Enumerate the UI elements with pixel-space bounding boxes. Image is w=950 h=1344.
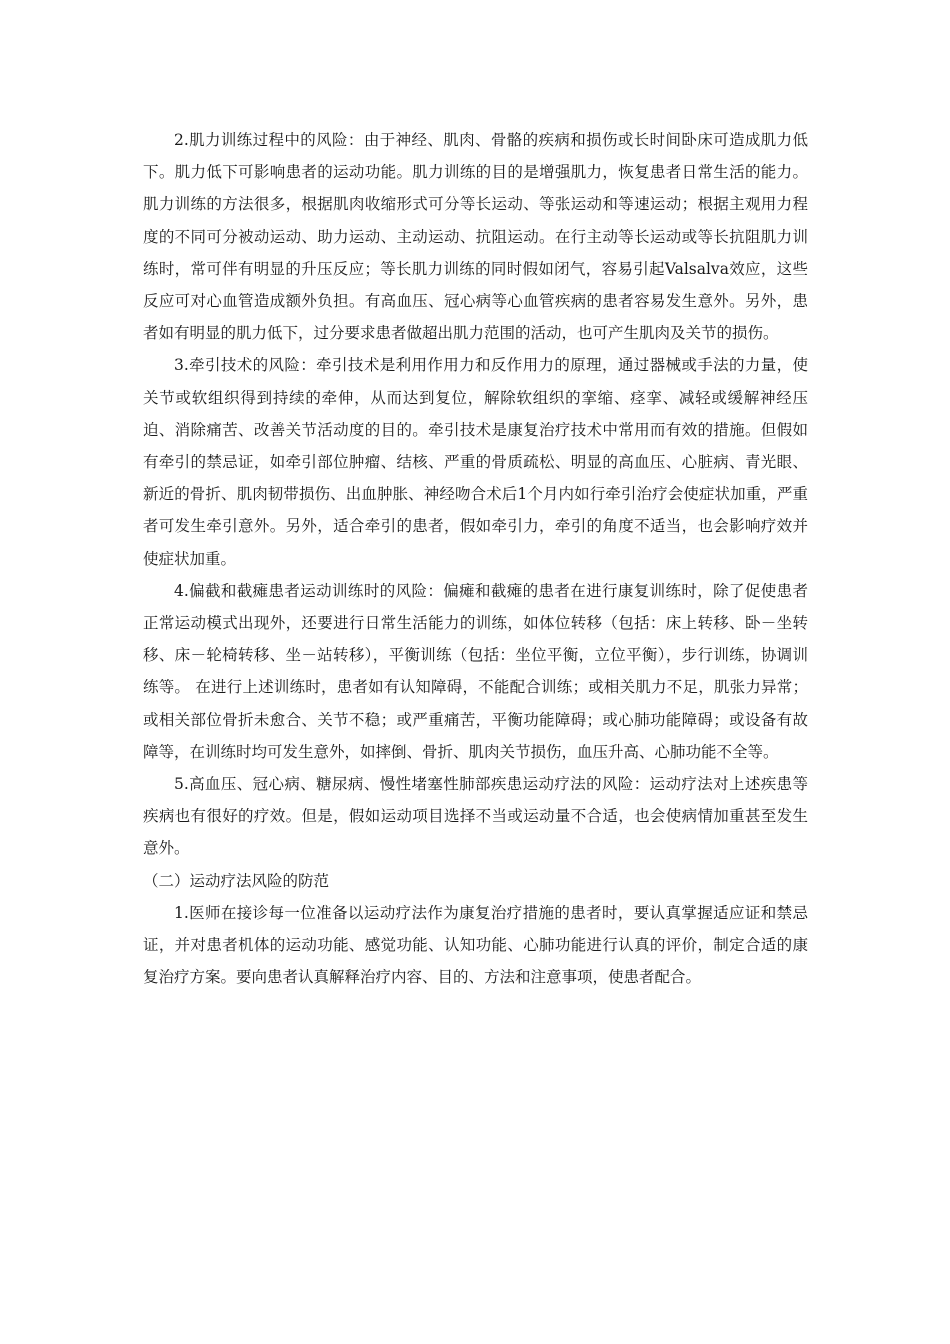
paragraph-physician-assessment: 1.医师在接诊每一位准备以运动疗法作为康复治疗措施的患者时，要认真掌握适应证和禁忌证，并对患者机体的运动功能、感觉功能、认知功能、心肺功能进行认真的评价，制定合适的康复治疗方案。要向患者认真解释治疗内容、目的、方法和注意事项，使患者配合。 [143, 903, 808, 987]
document-body [143, 124, 808, 993]
section-heading-risk-prevention: （二）运动疗法风险的防范 [143, 871, 330, 890]
paragraph-strength-training-risk: 2.肌力训练过程中的风险：由于神经、肌肉、骨骼的疾病和损伤或长时间卧床可造成肌力低下。肌力低下可影响患者的运动功能。肌力训练的目的是增强肌力，恢复患者日常生活的能力。肌力训练的方法很多，根据肌肉收缩形式可分等长运动、等张运动和等速运动；根据主观用力程度的不同可分被动运动、助力运动、主动运动、抗阻运动。在行主动等长运动或等长抗阻肌力训练时，常可伴有明显的升压反应；等长肌力训练的同时假如闭气，容易引起Valsalva效应，这些反应可对心血管造成额外负担。有高血压、冠心病等心血管疾病的患者容易发生意外。另外，患者如有明显的肌力低下，过分要求患者做超出肌力范围的活动，也可产生肌肉及关节的损伤。 [143, 131, 808, 343]
paragraph-chronic-disease-risk: 5.高血压、冠心病、糖尿病、慢性堵塞性肺部疾患运动疗法的风险：运动疗法对上述疾患等疾病也有很好的疗效。但是，假如运动项目选择不当或运动量不合适，也会使病情加重甚至发生意外。 [143, 775, 808, 858]
paragraph-hemiplegia-paraplegia-risk: 4.偏截和截瘫患者运动训练时的风险：偏瘫和截瘫的患者在进行康复训练时，除了促使患者正常运动模式出现外，还要进行日常生活能力的训练，如体位转移（包括：床上转移、卧－坐转移、床－轮椅转移、坐－站转移），平衡训练（包括：坐位平衡，立位平衡），步行训练，协调训练等。 在进行上述训练时，患者如有认知障碍，不能配合训练；或相关肌力不足，肌张力异常；或相关部位骨折未愈合、关节不稳；或严重痛苦，平衡功能障碍；或心肺功能障碍；或设备有故障等，在训练时均可发生意外，如摔倒、骨折、肌肉关节损伤，血压升高、心肺功能不全等。 [143, 581, 808, 761]
paragraph-traction-risk: 3.牵引技术的风险：牵引技术是利用作用力和反作用力的原理，通过器械或手法的力量，使关节或软组织得到持续的牵伸，从而达到复位，解除软组织的挛缩、痉挛、减轻或缓解神经压迫、消除痛苦、改善关节活动度的目的。牵引技术是康复治疗技术中常用而有效的措施。但假如有牵引的禁忌证，如牵引部位肿瘤、结核、严重的骨质疏松、明显的高血压、心脏病、青光眼、新近的骨折、肌肉韧带损伤、出血肿胀、神经吻合术后1个月内如行牵引治疗会使症状加重，严重者可发生牵引意外。另外，适合牵引的患者，假如牵引力，牵引的角度不适当，也会影响疗效并使症状加重。 [143, 356, 808, 568]
